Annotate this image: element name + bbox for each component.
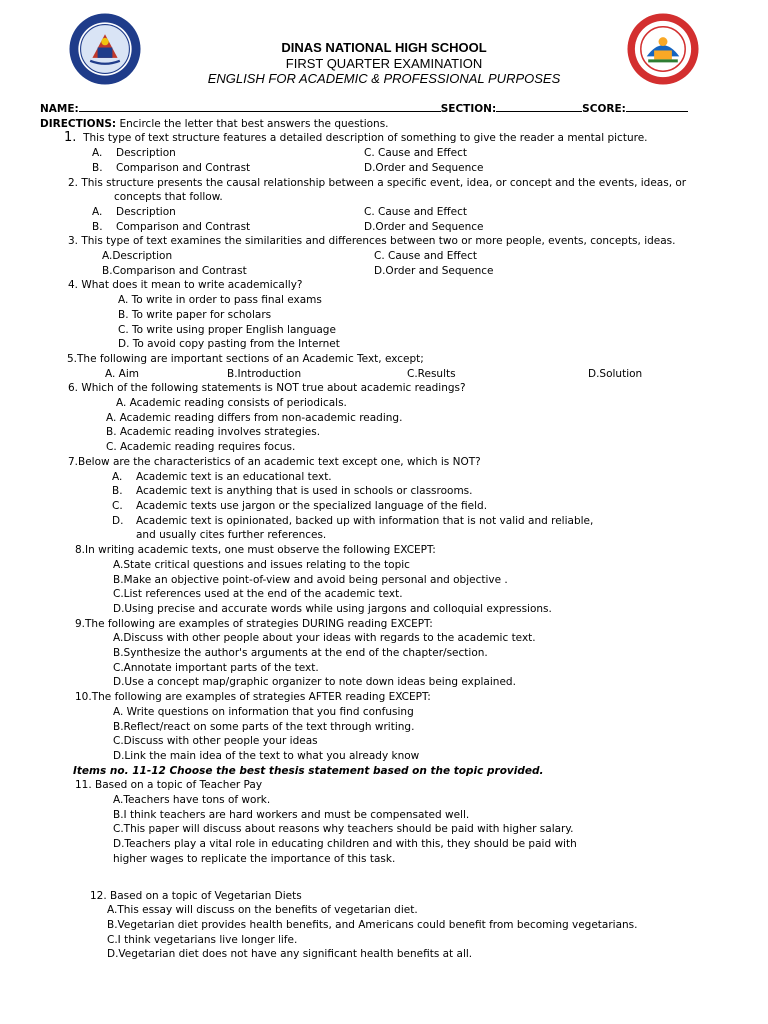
q8-option-c[interactable]: C.List references used at the end of the academic text. xyxy=(113,588,403,601)
q6-option-b[interactable]: A. Academic reading differs from non-academic reading. xyxy=(106,411,403,424)
subject-title: ENGLISH FOR ACADEMIC & PROFESSIONAL PURPOSES xyxy=(207,71,561,86)
name-field[interactable] xyxy=(79,100,441,112)
q4-option-a[interactable]: A. To write in order to pass final exams xyxy=(118,294,322,307)
question-2: 2. This structure presents the causal relationship between a specific event, idea, or concept and the events, ideas, or xyxy=(68,176,687,189)
q2-option-c[interactable]: C. Cause and Effect xyxy=(364,205,468,218)
q3-option-c[interactable]: C. Cause and Effect xyxy=(374,250,478,263)
q2-option-b[interactable]: Comparison and Contrast xyxy=(116,220,251,233)
q1-option-a-letter: A. xyxy=(92,147,103,160)
q7-option-d-cont: and usually cites further references. xyxy=(136,529,327,542)
q7-option-a-row xyxy=(40,470,730,485)
q5-option-d[interactable]: D.Solution xyxy=(588,367,643,380)
q7-option-d[interactable]: Academic text is opinionated, backed up with information that is not valid and reliable, xyxy=(136,514,594,527)
q2-options-bd xyxy=(40,220,730,235)
q2-option-a[interactable]: Description xyxy=(116,205,176,218)
name-label: NAME: xyxy=(40,103,79,115)
score-field[interactable] xyxy=(626,100,688,112)
question-6: 6. Which of the following statements is NOT true about academic readings? xyxy=(68,382,466,395)
q1-option-b-letter: B. xyxy=(92,161,103,174)
q11-option-b[interactable]: B.I think teachers are hard workers and must be compensated well. xyxy=(113,808,470,821)
header xyxy=(150,40,618,86)
q5-option-b[interactable]: B.Introduction xyxy=(227,367,302,380)
school-seal-icon xyxy=(626,12,700,86)
question-4: 4. What does it mean to write academically? xyxy=(68,279,303,292)
question-2-cont: concepts that follow. xyxy=(114,191,223,204)
q8-option-d[interactable]: D.Using precise and accurate words while using jargons and colloquial expressions. xyxy=(113,602,552,615)
deped-seal-icon xyxy=(68,12,142,86)
directions-text: Encircle the letter that best answers the questions. xyxy=(116,117,389,130)
q9-option-b[interactable]: B.Synthesize the author's arguments at the end of the chapter/section. xyxy=(113,647,488,660)
exam-title: FIRST QUARTER EXAMINATION xyxy=(285,56,483,71)
q1-option-a[interactable]: Description xyxy=(116,147,176,160)
q1-option-d[interactable]: D.Order and Sequence xyxy=(364,161,484,174)
q4-option-b[interactable]: B. To write paper for scholars xyxy=(118,308,272,321)
q3-option-a[interactable]: A.Description xyxy=(102,250,173,263)
q7-option-d-letter: D. xyxy=(112,514,124,527)
question-10: 10.The following are examples of strategies AFTER reading EXCEPT: xyxy=(75,691,431,704)
q7-option-d-row xyxy=(40,514,730,529)
q7-option-a-letter: A. xyxy=(112,470,123,483)
q9-option-d[interactable]: D.Use a concept map/graphic organizer to note down ideas being explained. xyxy=(113,676,516,689)
q12-option-c[interactable]: C.I think vegetarians live longer life. xyxy=(107,933,298,946)
q3-options-bd xyxy=(40,264,730,279)
q2-options-ac xyxy=(40,205,730,220)
q6-option-a[interactable]: A. Academic reading consists of periodicals. xyxy=(116,397,347,410)
spacer xyxy=(40,867,730,889)
q7-option-c[interactable]: Academic texts use jargon or the specialized language of the field. xyxy=(136,499,488,512)
q1-option-b[interactable]: Comparison and Contrast xyxy=(116,161,251,174)
directions xyxy=(40,117,730,132)
q11-option-d[interactable]: D.Teachers play a vital role in educating children and with this, they should be paid with xyxy=(113,838,577,851)
q5-option-c[interactable]: C.Results xyxy=(407,367,456,380)
q7-option-c-letter: C. xyxy=(112,499,123,512)
q1-options-bd xyxy=(40,161,730,176)
q12-option-d[interactable]: D.Vegetarian diet does not have any significant health benefits at all. xyxy=(107,948,473,961)
q4-option-d[interactable]: D. To avoid copy pasting from the Internet xyxy=(118,338,340,351)
q2-option-d[interactable]: D.Order and Sequence xyxy=(364,220,484,233)
q6-option-c[interactable]: B. Academic reading involves strategies. xyxy=(106,426,321,439)
q1-options-ac xyxy=(40,146,730,161)
q1-option-c[interactable]: C. Cause and Effect xyxy=(364,147,468,160)
question-12: 12. Based on a topic of Vegetarian Diets xyxy=(90,889,302,902)
q10-option-c[interactable]: C.Discuss with other people your ideas xyxy=(113,735,318,748)
q1-text: This type of text structure features a detailed description of something to give the reader a mental picture. xyxy=(83,132,648,145)
q8-option-a[interactable]: A.State critical questions and issues relating to the topic xyxy=(113,558,410,571)
student-info-row xyxy=(40,100,730,117)
q7-option-b-letter: B. xyxy=(112,485,123,498)
q10-option-d[interactable]: D.Link the main idea of the text to what you already know xyxy=(113,749,420,762)
q3-option-d[interactable]: D.Order and Sequence xyxy=(374,264,494,277)
exam-body xyxy=(40,100,730,962)
section-field[interactable] xyxy=(496,100,582,112)
question-9: 9.The following are examples of strategies DURING reading EXCEPT: xyxy=(75,617,433,630)
school-name: DINAS NATIONAL HIGH SCHOOL xyxy=(281,40,487,55)
directions-label: DIRECTIONS: xyxy=(40,117,117,130)
question-7: 7.Below are the characteristics of an academic text except one, which is NOT? xyxy=(68,455,481,468)
q8-option-b[interactable]: B.Make an objective point-of-view and avoid being personal and objective . xyxy=(113,573,508,586)
q3-options-ac xyxy=(40,249,730,264)
q12-option-b[interactable]: B.Vegetarian diet provides health benefits, and Americans could benefit from becoming vegetarians. xyxy=(107,918,638,931)
question-1 xyxy=(40,131,730,146)
q10-option-a[interactable]: A. Write questions on information that you find confusing xyxy=(113,705,414,718)
q7-option-c-row xyxy=(40,499,730,514)
q1-number: 1. xyxy=(64,130,77,146)
q2-option-a-letter: A. xyxy=(92,205,103,218)
question-5: 5.The following are important sections of an Academic Text, except; xyxy=(67,352,424,365)
q9-option-c[interactable]: C.Annotate important parts of the text. xyxy=(113,661,319,674)
q4-option-c[interactable]: C. To write using proper English language xyxy=(118,323,336,336)
items-note: Items no. 11-12 Choose the best thesis statement based on the topic provided. xyxy=(73,764,544,777)
q5-options xyxy=(40,367,730,382)
q10-option-b[interactable]: B.Reflect/react on some parts of the text through writing. xyxy=(113,720,415,733)
question-3: 3. This type of text examines the similarities and differences between two or more people, events, concepts, ideas. xyxy=(68,235,676,248)
q7-option-b-row xyxy=(40,484,730,499)
q3-option-b[interactable]: B.Comparison and Contrast xyxy=(102,264,247,277)
q2-option-b-letter: B. xyxy=(92,220,103,233)
q7-option-b[interactable]: Academic text is anything that is used in schools or classrooms. xyxy=(136,485,473,498)
q12-option-a[interactable]: A.This essay will discuss on the benefits of vegetarian diet. xyxy=(107,904,418,917)
section-label: SECTION: xyxy=(440,103,497,115)
score-label: SCORE: xyxy=(582,103,626,115)
q11-option-c[interactable]: C.This paper will discuss about reasons why teachers should be paid with higher salary. xyxy=(113,823,574,836)
question-11: 11. Based on a topic of Teacher Pay xyxy=(75,779,263,792)
q9-option-a[interactable]: A.Discuss with other people about your ideas with regards to the academic text. xyxy=(113,632,536,645)
q11-option-d-cont: higher wages to replicate the importance of this task. xyxy=(113,852,396,865)
question-8: 8.In writing academic texts, one must observe the following EXCEPT: xyxy=(75,544,436,557)
q6-option-d[interactable]: C. Academic reading requires focus. xyxy=(106,441,296,454)
q5-option-a[interactable]: A. Aim xyxy=(105,367,140,380)
q7-option-a[interactable]: Academic text is an educational text. xyxy=(136,470,332,483)
q11-option-a[interactable]: A.Teachers have tons of work. xyxy=(113,794,271,807)
